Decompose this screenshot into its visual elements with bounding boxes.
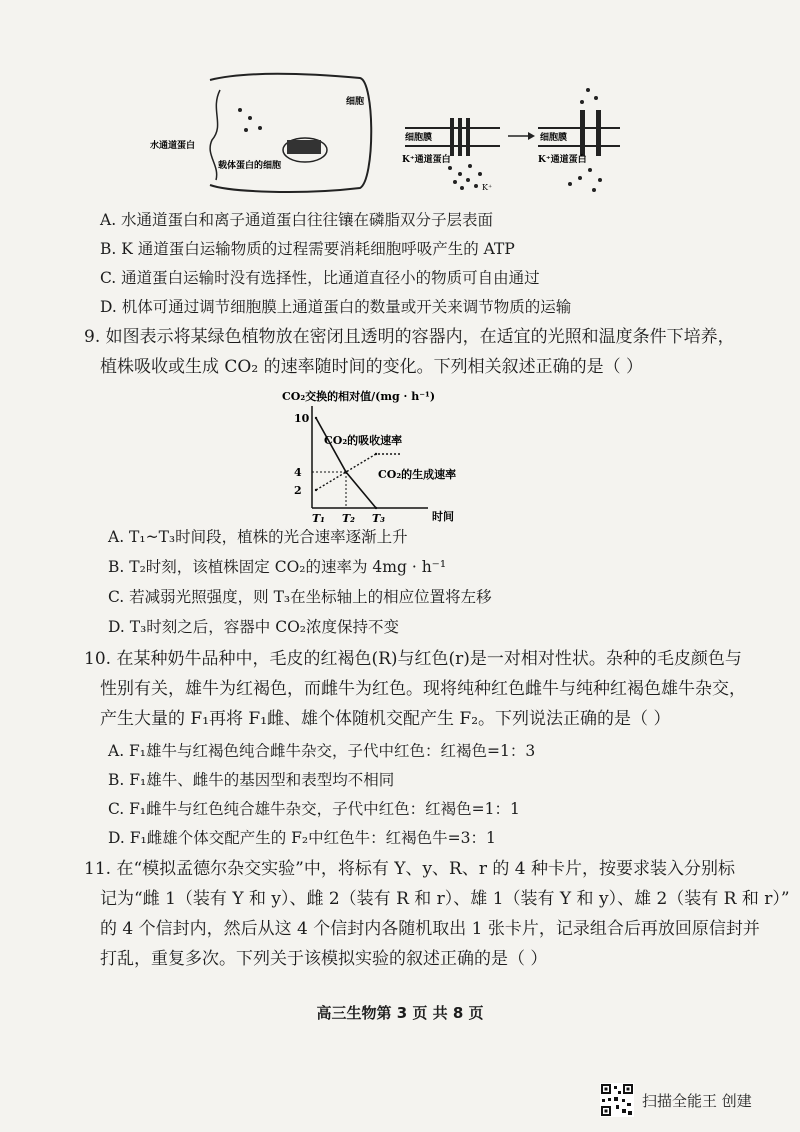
x-axis-label: 时间 bbox=[432, 510, 454, 523]
label-k-channel-right: K⁺通道蛋白 bbox=[538, 155, 587, 165]
q10-option-d: D. F₁雌雄个体交配产生的 F₂中红色牛：红褐色牛=3：1 bbox=[108, 829, 496, 847]
molecule-dot bbox=[244, 128, 248, 132]
q9-option-c: C. 若减弱光照强度，则 T₃在坐标轴上的相应位置将左移 bbox=[108, 588, 492, 606]
co2-exchange-chart bbox=[280, 388, 490, 528]
q11-stem-line1: 11. 在“模拟孟德尔杂交实验”中，将标有 Y、y、R、r 的 4 种卡片，按要求装入分别标 bbox=[84, 859, 736, 879]
x-tick-label: T₁ bbox=[312, 512, 326, 525]
q9-stem-line1: 9. 如图表示将某绿色植物放在密闭且透明的容器内，在适宜的光照和温度条件下培养， bbox=[84, 327, 735, 347]
q8-option-d: D. 机体可通过调节细胞膜上通道蛋白的数量或开关来调节物质的运输 bbox=[100, 298, 572, 316]
q9-option-d: D. T₃时刻之后，容器中 CO₂浓度保持不变 bbox=[108, 618, 399, 636]
scanner-watermark bbox=[600, 1085, 752, 1115]
nucleus-core bbox=[287, 140, 321, 154]
label-membrane-left: 细胞膜 bbox=[405, 133, 433, 143]
chart-title: CO₂交换的相对值/(mg · h⁻¹) bbox=[282, 390, 436, 403]
q10-stem-line3: 产生大量的 F₁再将 F₁雌、雄个体随机交配产生 F₂。下列说法正确的是（ ） bbox=[100, 709, 671, 729]
q8-option-c: C. 通道蛋白运输时没有选择性，比通道直径小的物质可自由通过 bbox=[100, 269, 540, 287]
k-ions-left bbox=[448, 164, 482, 190]
label-k-ion: K⁺ bbox=[482, 183, 493, 192]
q10-option-b: B. F₁雄牛、雌牛的基因型和表型均不相同 bbox=[108, 771, 395, 789]
y-tick-label: 10 bbox=[294, 412, 310, 425]
channel-bar bbox=[458, 118, 462, 156]
data-point-generation bbox=[375, 453, 377, 455]
page-footer: 高三生物第 3 页 共 8 页 bbox=[316, 1004, 484, 1022]
q10-option-a: A. F₁雄牛与红褐色纯合雌牛杂交，子代中红色：红褐色=1：3 bbox=[108, 742, 536, 760]
membrane-channel-figure bbox=[150, 70, 620, 200]
q10-stem-line2: 性别有关，雄牛为红褐色，而雌牛为红色。现将纯种红色雌牛与纯种红褐色雄牛杂交， bbox=[100, 679, 746, 699]
q8-option-b: B. K 通道蛋白运输物质的过程需要消耗细胞呼吸产生的 ATP bbox=[100, 240, 515, 258]
q9-stem-line2: 植株吸收或生成 CO₂ 的速率随时间的变化。下列相关叙述正确的是（ ） bbox=[100, 357, 643, 377]
label-k-channel-left: K⁺通道蛋白 bbox=[402, 155, 451, 165]
qr-code-icon bbox=[600, 1083, 634, 1117]
label-membrane-right: 细胞膜 bbox=[540, 133, 568, 143]
series-label-generation: CO₂的生成速率 bbox=[378, 468, 457, 481]
label-carrier: 载体蛋白的细胞 bbox=[218, 161, 282, 171]
label-water-channel: 水通道蛋白 bbox=[150, 141, 196, 151]
q11-stem-line4: 打乱，重复多次。下列关于该模拟实验的叙述正确的是（ ） bbox=[100, 949, 548, 969]
series-label-absorption: CO₂的吸收速率 bbox=[324, 434, 403, 447]
channel-bar bbox=[580, 110, 585, 156]
q10-option-c: C. F₁雌牛与红色纯合雄牛杂交，子代中红色：红褐色=1：1 bbox=[108, 800, 520, 818]
channel-bar bbox=[466, 118, 470, 156]
cell-outline bbox=[210, 74, 371, 192]
x-tick-label: T₂ bbox=[342, 512, 356, 525]
data-point-absorption bbox=[315, 417, 317, 419]
q8-option-a: A. 水通道蛋白和离子通道蛋白往往镶在磷脂双分子层表面 bbox=[100, 211, 494, 229]
label-cell: 细胞 bbox=[346, 97, 365, 107]
q11-stem-line3: 的 4 个信封内，然后从这 4 个信封内各随机取出 1 张卡片，记录组合后再放回原信封并 bbox=[100, 919, 760, 939]
q9-option-b: B. T₂时刻，该植株固定 CO₂的速率为 4mg · h⁻¹ bbox=[108, 558, 447, 576]
data-point-generation bbox=[315, 489, 317, 491]
y-tick-label: 2 bbox=[294, 484, 302, 497]
y-tick-label: 4 bbox=[294, 466, 302, 479]
molecule-dot bbox=[248, 116, 252, 120]
molecule-dot bbox=[258, 126, 262, 130]
x-tick-label: T₃ bbox=[372, 512, 386, 525]
series-line-absorption bbox=[316, 418, 376, 508]
q10-stem-line1: 10. 在某种奶牛品种中，毛皮的红褐色(R)与红色(r)是一对相对性状。杂种的毛皮颜色与 bbox=[84, 649, 742, 669]
channel-bar bbox=[596, 110, 601, 156]
watermark-text: 扫描全能王 创建 bbox=[642, 1091, 752, 1110]
molecule-dot bbox=[238, 108, 242, 112]
data-point-absorption bbox=[375, 507, 377, 509]
q9-option-a: A. T₁~T₃时间段，植株的光合速率逐渐上升 bbox=[108, 528, 408, 546]
q11-stem-line2: 记为“雌 1（装有 Y 和 y）、雌 2（装有 R 和 r）、雄 1（装有 Y 和 y）、雄 2（装有 R 和 r）” bbox=[100, 889, 790, 909]
channel-bar bbox=[450, 118, 454, 156]
arrow-head bbox=[528, 132, 535, 140]
